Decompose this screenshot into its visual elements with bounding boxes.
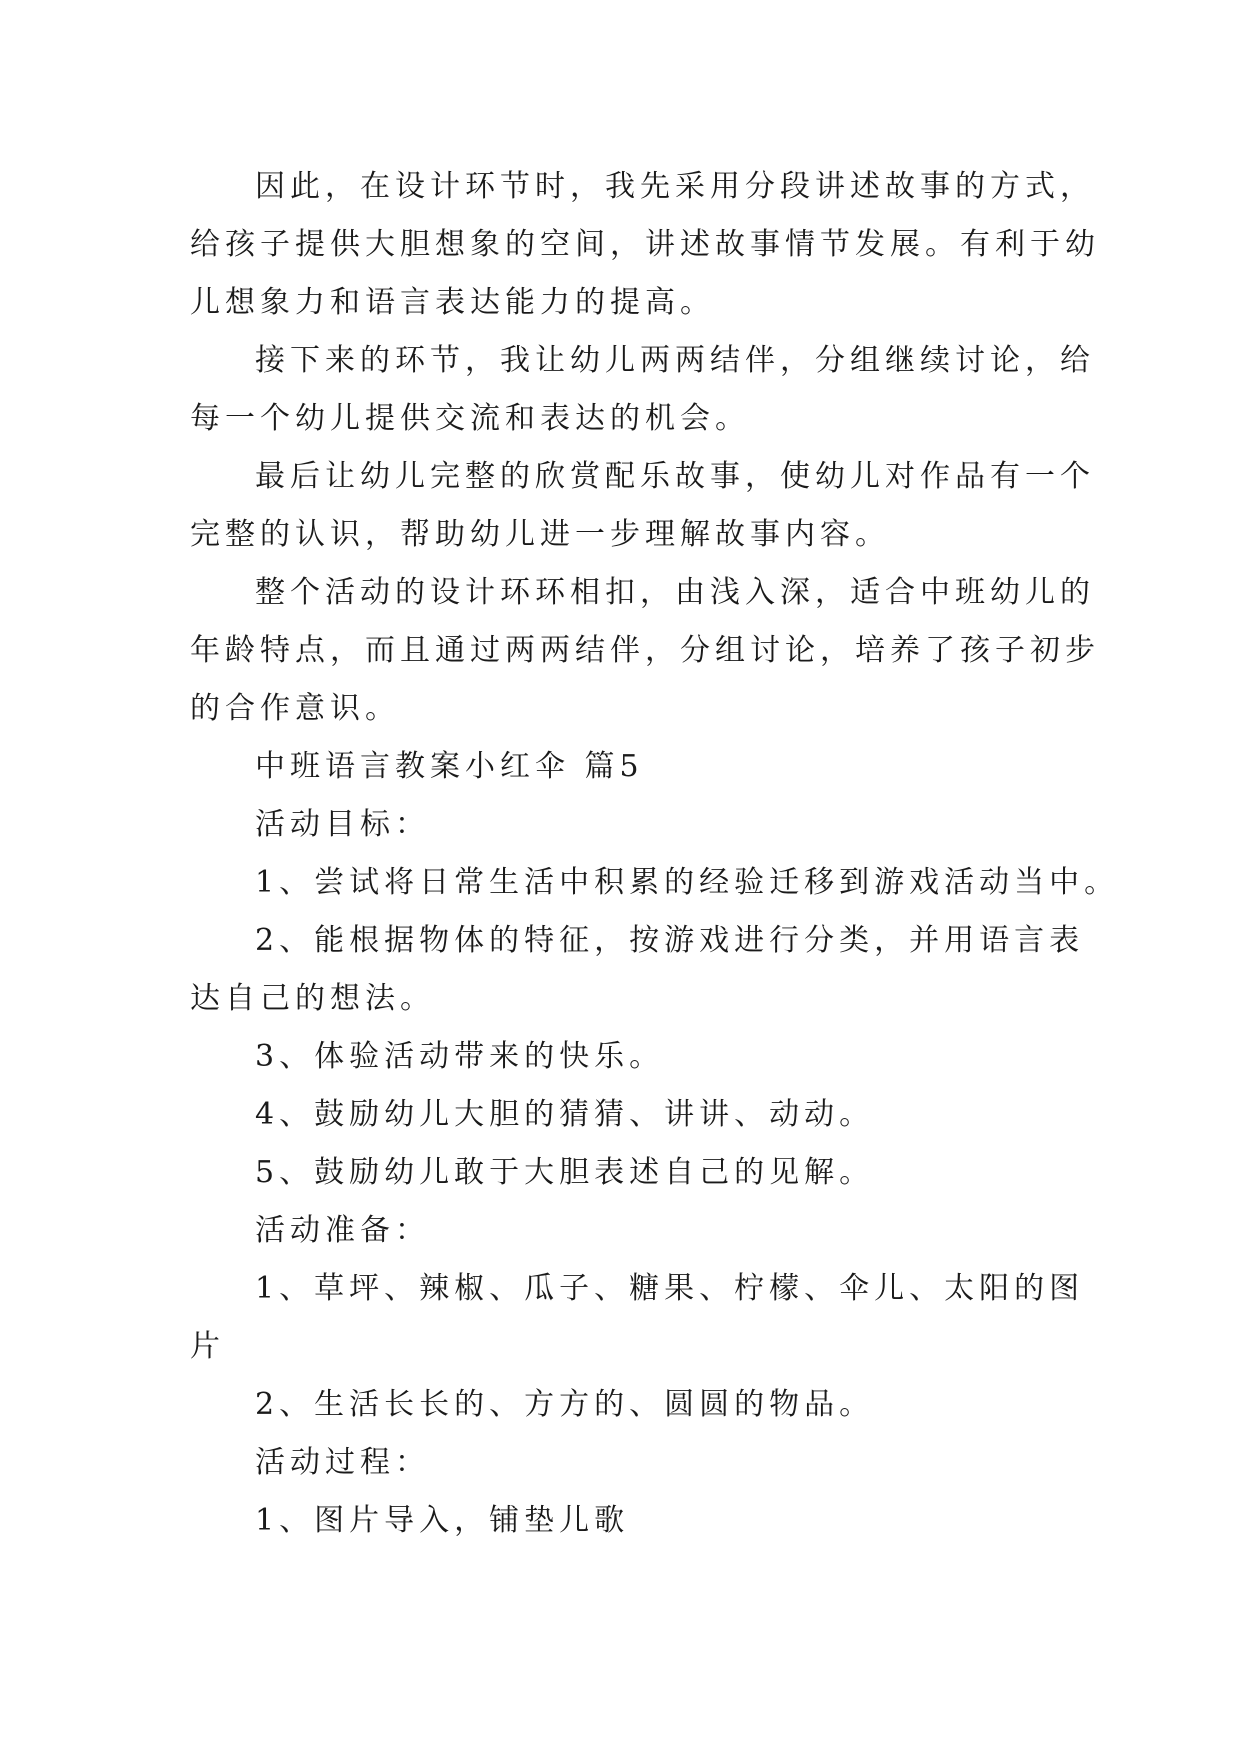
- text-line: 年龄特点，而且通过两两结伴，分组讨论，培养了孩子初步: [190, 633, 1100, 668]
- list-item: 1、尝试将日常生活中积累的经验迁移到游戏活动当中。: [255, 865, 1120, 900]
- list-item: 5、鼓励幼儿敢于大胆表述自己的见解。: [255, 1155, 875, 1190]
- list-item: 4、鼓励幼儿大胆的猜猜、讲讲、动动。: [255, 1097, 875, 1132]
- text-line: 片: [190, 1329, 225, 1364]
- list-item: 1、图片导入，铺垫儿歌: [255, 1503, 630, 1538]
- text-line: 因此，在设计环节时，我先采用分段讲述故事的方式，: [255, 169, 1095, 204]
- text-line: 每一个幼儿提供交流和表达的机会。: [190, 401, 750, 436]
- list-item: 2、能根据物体的特征，按游戏进行分类，并用语言表: [255, 923, 1085, 958]
- subheading-process: 活动过程：: [255, 1445, 430, 1480]
- list-item: 3、体验活动带来的快乐。: [255, 1039, 665, 1074]
- text-line: 达自己的想法。: [190, 981, 435, 1016]
- list-item: 2、生活长长的、方方的、圆圆的物品。: [255, 1387, 875, 1422]
- document-body: [190, 158, 1120, 1550]
- text-line: 给孩子提供大胆想象的空间，讲述故事情节发展。有利于幼: [190, 227, 1100, 262]
- list-item: 1、草坪、辣椒、瓜子、糖果、柠檬、伞儿、太阳的图: [255, 1271, 1085, 1306]
- subheading-preparation: 活动准备：: [255, 1213, 430, 1248]
- text-line: 完整的认识，帮助幼儿进一步理解故事内容。: [190, 517, 890, 552]
- text-line: 儿想象力和语言表达能力的提高。: [190, 285, 715, 320]
- text-line: 整个活动的设计环环相扣，由浅入深，适合中班幼儿的: [255, 575, 1095, 610]
- text-line: 最后让幼儿完整的欣赏配乐故事，使幼儿对作品有一个: [255, 459, 1095, 494]
- subheading-goals: 活动目标：: [255, 807, 430, 842]
- section-heading: 中班语言教案小红伞 篇5: [255, 749, 644, 784]
- text-line: 的合作意识。: [190, 691, 400, 726]
- text-line: 接下来的环节，我让幼儿两两结伴，分组继续讨论，给: [255, 343, 1095, 378]
